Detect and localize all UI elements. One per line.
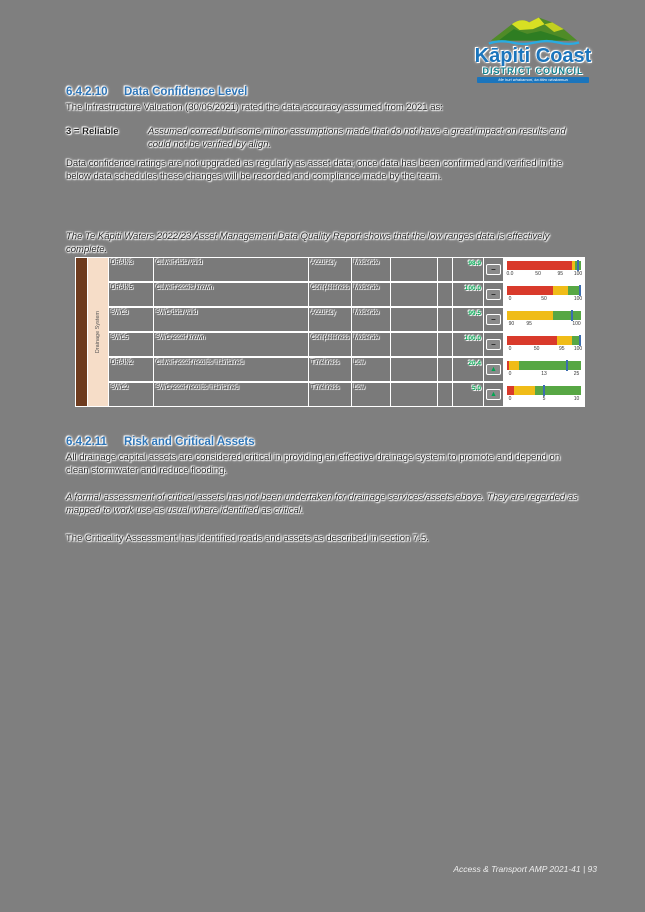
table-row (109, 283, 584, 306)
gauge-tick-label: 0.0 (506, 271, 514, 277)
measure-cell (309, 333, 351, 356)
gauge-tick-label: 100 (573, 271, 583, 277)
trend-flat-dash-icon (486, 289, 501, 300)
gauge-tick-label: 13 (541, 371, 547, 377)
gauge-ticks (507, 346, 581, 352)
spacer-cell (391, 283, 437, 306)
trend-glyph: – (491, 264, 496, 274)
trend-cell (484, 258, 503, 281)
confidence-label: Moderate (354, 260, 380, 266)
trend-glyph: ▲ (490, 366, 497, 373)
gauge-segment-red (507, 286, 553, 295)
gauge-bar (507, 311, 581, 320)
value-label: 100.0 (464, 335, 481, 342)
row-id-cell (109, 258, 153, 281)
confidence-cell (352, 358, 390, 381)
gauge-tick-label: 90 (508, 321, 515, 327)
trend-flat-dash-icon (486, 314, 501, 325)
trend-flat-dash-icon (486, 339, 501, 350)
value-label: 5.0 (471, 385, 481, 392)
gauge-marker (577, 260, 579, 271)
gauge-marker (579, 335, 581, 346)
measure-label: Completeness (311, 335, 350, 341)
gauge-segment-green (519, 361, 581, 370)
spacer-cell (438, 358, 452, 381)
row-id-cell (109, 358, 153, 381)
measure-cell (309, 383, 351, 406)
value-cell (453, 258, 483, 281)
gauge-tick-label: 95 (557, 271, 564, 277)
trend-cell (484, 283, 503, 306)
paragraph-criticality-assessment: The Criticality Assessment has identified roads and assets as described in section 7.5. (66, 533, 429, 544)
value-cell (453, 333, 483, 356)
value-cell (453, 283, 483, 306)
data-quality-table (75, 257, 585, 407)
gauge-cell (504, 333, 584, 356)
gauge-segment-yellow (553, 286, 569, 295)
gauge-ticks (507, 371, 581, 377)
gauge-tick-label: 0 (508, 296, 512, 302)
row-id-label: DRAIN3 (111, 260, 134, 266)
spacer-cell (391, 333, 437, 356)
gauge-cell (504, 308, 584, 331)
paragraph-valuation: The Infrastructure Valuation (30/06/2021) rated the data accuracy assumed from 2021 as: (66, 102, 443, 113)
term-definition-row (66, 126, 584, 151)
trend-up-triangle-icon (486, 389, 501, 400)
gauge-tick-label: 50 (535, 271, 541, 277)
measure-cell (309, 358, 351, 381)
heading-number: 6.4.2.11 (66, 436, 107, 448)
gauge-tick-label: 0 (508, 346, 512, 352)
row-description-label: Culvert assets known (156, 285, 214, 291)
gauge-tick-label: 50 (533, 346, 540, 352)
heading-number: 6.4.2.10 (66, 86, 108, 98)
value-label: 99.5 (468, 310, 481, 317)
measure-cell (309, 258, 351, 281)
gauge-ticks (507, 296, 581, 302)
gauge-segment-yellow (514, 386, 535, 395)
trend-up-triangle-icon (486, 364, 501, 375)
confidence-label: Low (354, 385, 366, 391)
table-row (109, 308, 584, 331)
gauge-segment-red (507, 261, 572, 270)
trend-glyph: – (491, 289, 496, 299)
spacer-cell (438, 258, 452, 281)
gauge-bar (507, 386, 581, 395)
spacer-cell (438, 283, 452, 306)
section-heading-risk-critical (66, 436, 584, 448)
gauge-cell (504, 258, 584, 281)
gauge-segment-red (507, 386, 514, 395)
heading-title: Data Confidence Level (124, 86, 248, 98)
gauge-tick-label: 50 (541, 296, 547, 302)
gauge-bar (507, 361, 581, 370)
row-id-cell (109, 308, 153, 331)
gauge-ticks (507, 321, 581, 327)
measure-label: Accuracy (311, 260, 336, 266)
row-description-label: SWC asset records maintained (156, 385, 239, 391)
row-id-label: DRAIN2 (111, 360, 134, 366)
logo-mountain-icon (485, 14, 581, 48)
spacer-cell (391, 358, 437, 381)
row-description-label: Culvert data valid (156, 260, 203, 266)
value-label: 98.9 (468, 260, 481, 267)
table-group-strip (76, 258, 87, 406)
row-id-label: SWC2 (111, 385, 129, 391)
table-row (109, 358, 584, 381)
table-group-cell (88, 258, 108, 406)
spacer-cell (391, 258, 437, 281)
confidence-cell (352, 258, 390, 281)
spacer-cell (438, 308, 452, 331)
gauge-bar (507, 261, 581, 270)
row-id-label: SWC3 (111, 310, 129, 316)
row-description-cell (154, 333, 308, 356)
gauge-tick-label: 100 (573, 296, 583, 302)
table-row (109, 258, 584, 281)
gauge-cell (504, 358, 584, 381)
trend-cell (484, 358, 503, 381)
gauge-tick-label: 0 (508, 396, 512, 402)
value-label: 100.0 (464, 285, 481, 292)
trend-cell (484, 308, 503, 331)
spacer-cell (438, 333, 452, 356)
gauge-segment-red (507, 336, 557, 345)
gauge-ticks (507, 396, 581, 402)
row-id-cell (109, 383, 153, 406)
gauge-segment-green (553, 311, 581, 320)
value-label: 20.4 (468, 360, 481, 367)
measure-label: Completeness (311, 285, 350, 291)
value-cell (453, 308, 483, 331)
spacer-cell (391, 308, 437, 331)
confidence-label: Moderate (354, 310, 380, 316)
confidence-cell (352, 283, 390, 306)
trend-cell (484, 333, 503, 356)
row-description-cell (154, 358, 308, 381)
row-id-label: DRAIN5 (111, 285, 134, 291)
gauge-tick-label: 25 (573, 371, 580, 377)
gauge-bar (507, 336, 581, 345)
table-caption: The Te Kāpiti Waters 2022/23 Asset Management Data Quality Report shows that the low ranges data is effectively complete. (66, 231, 550, 255)
gauge-tick-label: 100 (573, 346, 583, 352)
council-logo (468, 14, 598, 83)
gauge-segment-yellow (557, 336, 572, 345)
trend-glyph: – (491, 314, 496, 324)
gauge-segment-yellow (509, 361, 519, 370)
table-row (109, 333, 584, 356)
row-id-cell (109, 283, 153, 306)
row-description-label: SWC data valid (156, 310, 198, 316)
confidence-cell (352, 333, 390, 356)
paragraph-critical-assets: All drainage capital assets are considered critical in providing an effective drainage system to promote and depend on clean stormwater and reduce flooding. (66, 452, 561, 476)
trend-glyph: ▲ (490, 391, 497, 398)
row-description-cell (154, 283, 308, 306)
trend-cell (484, 383, 503, 406)
row-id-label: SWC5 (111, 335, 129, 341)
gauge-marker (543, 385, 545, 396)
row-description-cell (154, 308, 308, 331)
measure-cell (309, 308, 351, 331)
paragraph-confidence-ratings: Data confidence ratings are not upgraded as regularly as asset data; once data has been confirmed and verified in the below data schedules these changes will be recorded and compliance made by the team. (66, 158, 563, 182)
gauge-tick-label: 10 (573, 396, 580, 402)
logo-title: Kāpiti Coast (474, 45, 592, 67)
paragraph-formal-assessment: A formal assessment of critical assets has not been undertaken for drainage services/assets above. They are regarded as mapped to work use as usual where identified as critical. (66, 492, 578, 516)
logo-tagline-banner: Me huri whakamuri, ka titiro whakamua (477, 77, 589, 83)
gauge-segment-green (535, 386, 581, 395)
logo-subtitle: DISTRICT COUNCIL (482, 66, 584, 76)
heading-title: Risk and Critical Assets (124, 436, 255, 448)
footer-page-label: Access & Transport AMP 2021-41 | 93 (453, 864, 597, 874)
term-definition: Assumed correct but some minor assumptions made that do not have a great impact on results and could not be verified by align. (148, 126, 566, 150)
gauge-cell (504, 283, 584, 306)
gauge-bar (507, 286, 581, 295)
confidence-label: Low (354, 360, 366, 366)
value-cell (453, 358, 483, 381)
table-rows (109, 258, 584, 406)
section-heading-data-confidence (66, 86, 584, 98)
confidence-cell (352, 383, 390, 406)
gauge-tick-label: 100 (572, 321, 581, 327)
measure-label: Timeliness (311, 360, 340, 366)
row-description-label: Culvert asset records maintained (156, 360, 244, 366)
gauge-cell (504, 383, 584, 406)
value-cell (453, 383, 483, 406)
row-id-cell (109, 333, 153, 356)
term-label: 3 = Reliable (66, 126, 119, 137)
gauge-ticks (507, 271, 581, 277)
spacer-cell (391, 383, 437, 406)
gauge-tick-label: 0 (508, 371, 512, 377)
row-description-cell (154, 258, 308, 281)
row-description-label: SWC asset known (156, 335, 206, 341)
confidence-cell (352, 308, 390, 331)
spacer-cell (438, 383, 452, 406)
gauge-marker (566, 360, 568, 371)
measure-label: Accuracy (311, 310, 336, 316)
gauge-segment-yellow (507, 311, 553, 320)
gauge-tick-label: 95 (558, 346, 565, 352)
measure-label: Timeliness (311, 385, 340, 391)
gauge-marker (579, 285, 581, 296)
gauge-tick-label: 95 (526, 321, 532, 327)
confidence-label: Moderate (354, 285, 380, 291)
row-description-cell (154, 383, 308, 406)
trend-glyph: – (491, 339, 496, 349)
table-row (109, 383, 584, 406)
gauge-marker (571, 310, 573, 321)
gauge-tick-label: 5 (542, 396, 546, 402)
confidence-label: Moderate (354, 335, 380, 341)
table-group-label: Drainage System (95, 310, 101, 354)
trend-flat-dash-icon (486, 264, 501, 275)
measure-cell (309, 283, 351, 306)
